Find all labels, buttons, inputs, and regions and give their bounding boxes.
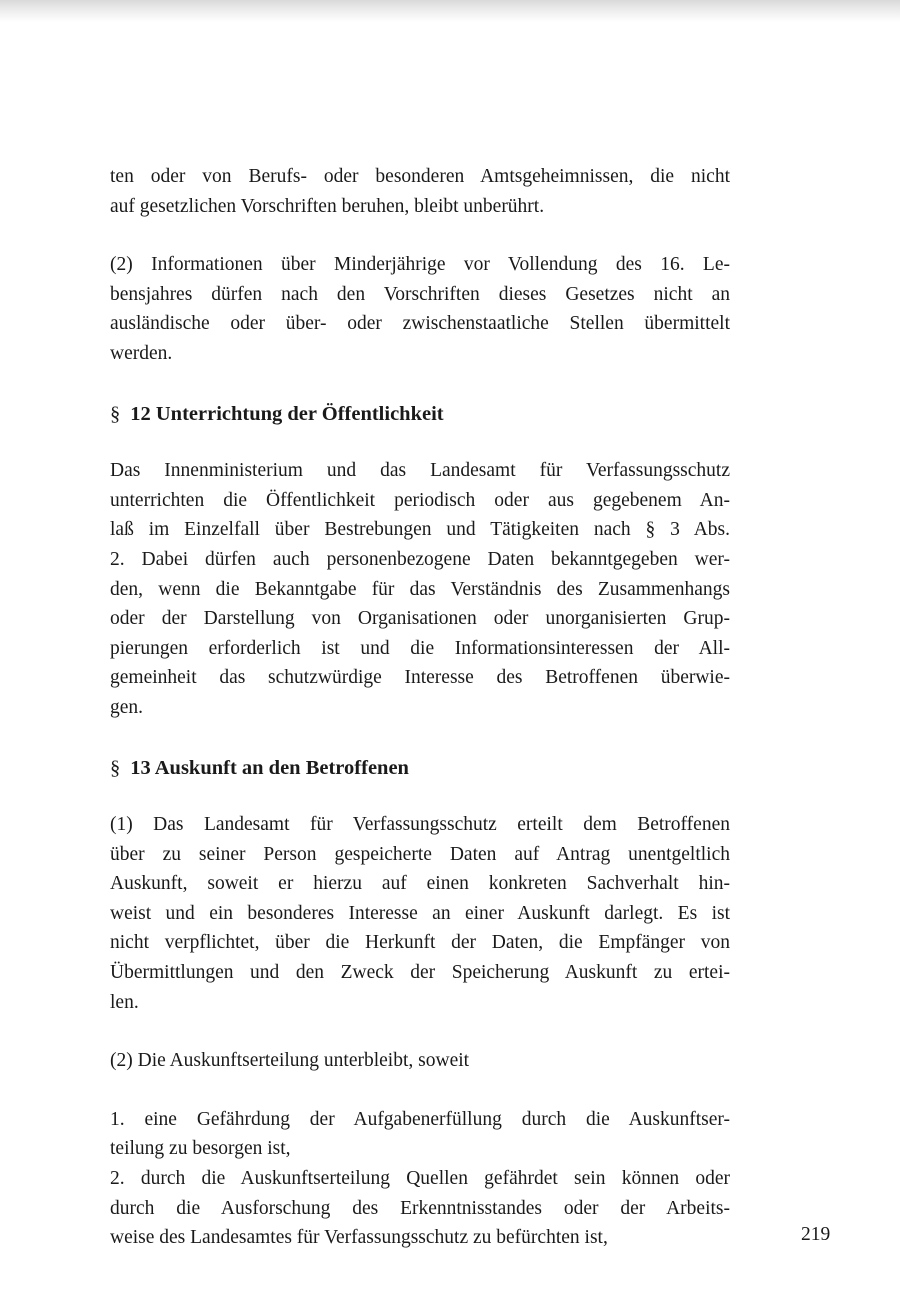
text-line: über zu seiner Person gespeicherte Daten auf Antrag unentgeltlich xyxy=(110,843,730,865)
section-13-heading xyxy=(110,754,730,784)
text-line: werden. xyxy=(110,342,173,364)
text-line: ten oder von Berufs- oder besonderen Amtsgeheimnissen, die nicht xyxy=(110,166,730,187)
text-line: (2) Informationen über Minderjährige vor Vollendung des 16. Le- xyxy=(110,254,730,276)
scan-shadow xyxy=(0,0,900,22)
list-item: teilung zu besorgen ist, xyxy=(110,1138,291,1160)
text-line: gemeinheit das schutzwürdige Interesse des Betroffenen überwie- xyxy=(110,667,730,689)
text-line: oder der Darstellung von Organisationen oder unorganisierten Grup- xyxy=(110,608,730,630)
text-line: bensjahres dürfen nach den Vorschriften dieses Gesetzes nicht an xyxy=(110,283,730,305)
section-13-paragraph-1 xyxy=(110,810,730,1017)
text-line: pierungen erforderlich ist und die Informationsinteressen der All- xyxy=(110,637,730,659)
text-line: nicht verpflichtet, über die Herkunft der Daten, die Empfänger von xyxy=(110,932,730,954)
page-number: 219 xyxy=(801,1224,831,1245)
text-line: len. xyxy=(110,991,139,1013)
text-line: (1) Das Landesamt für Verfassungsschutz erteilt dem Betroffenen xyxy=(110,814,730,836)
list-item: 2. durch die Auskunftserteilung Quellen gefährdet sein können oder xyxy=(110,1168,730,1190)
text-line: (2) Die Auskunftserteilung unterbleibt, soweit xyxy=(110,1050,470,1072)
page-body xyxy=(110,162,730,1253)
text-line: den, wenn die Bekanntgabe für das Verständnis des Zusammenhangs xyxy=(110,578,730,600)
list-item: weise des Landesamtes für Verfassungsschutz zu befürchten ist, xyxy=(110,1227,608,1249)
text-line: 2. Dabei dürfen auch personenbezogene Daten bekanntgegeben wer- xyxy=(110,548,730,570)
list-item: durch die Ausforschung des Erkenntnisstandes oder der Arbeits- xyxy=(110,1197,730,1219)
section-12-heading xyxy=(110,400,730,430)
text-line: weist und ein besonderes Interesse an einer Auskunft darlegt. Es ist xyxy=(110,902,730,924)
section-12-title: 12 Unterrichtung der Öffentlichkeit xyxy=(130,402,444,425)
text-line: laß im Einzelfall über Bestrebungen und Tätigkeiten nach § 3 Abs. xyxy=(110,519,730,541)
text-line: ausländische oder über- oder zwischenstaatliche Stellen übermittelt xyxy=(110,313,730,335)
text-line: unterrichten die Öffentlichkeit periodisch oder aus gegebenem An- xyxy=(110,489,730,511)
text-line: Auskunft, soweit er hierzu auf einen konkreten Sachverhalt hin- xyxy=(110,873,730,895)
section-12-body xyxy=(110,456,730,722)
section-13-list xyxy=(110,1105,730,1253)
paragraph-11-2 xyxy=(110,250,730,368)
section-13-paragraph-2 xyxy=(110,1046,730,1076)
text-line: Das Innenministerium und das Landesamt für Verfassungsschutz xyxy=(110,460,730,482)
section-symbol: § xyxy=(110,402,121,425)
list-item: 1. eine Gefährdung der Aufgabenerfüllung durch die Auskunftser- xyxy=(110,1108,730,1130)
section-13-title: 13 Auskunft an den Betroffenen xyxy=(130,756,409,779)
text-line: Übermittlungen und den Zweck der Speicherung Auskunft zu ertei- xyxy=(110,962,730,984)
section-symbol: § xyxy=(110,756,121,779)
text-line: auf gesetzlichen Vorschriften beruhen, bleibt unberührt. xyxy=(110,195,545,217)
continuation-paragraph xyxy=(110,162,730,221)
text-line: gen. xyxy=(110,696,144,718)
